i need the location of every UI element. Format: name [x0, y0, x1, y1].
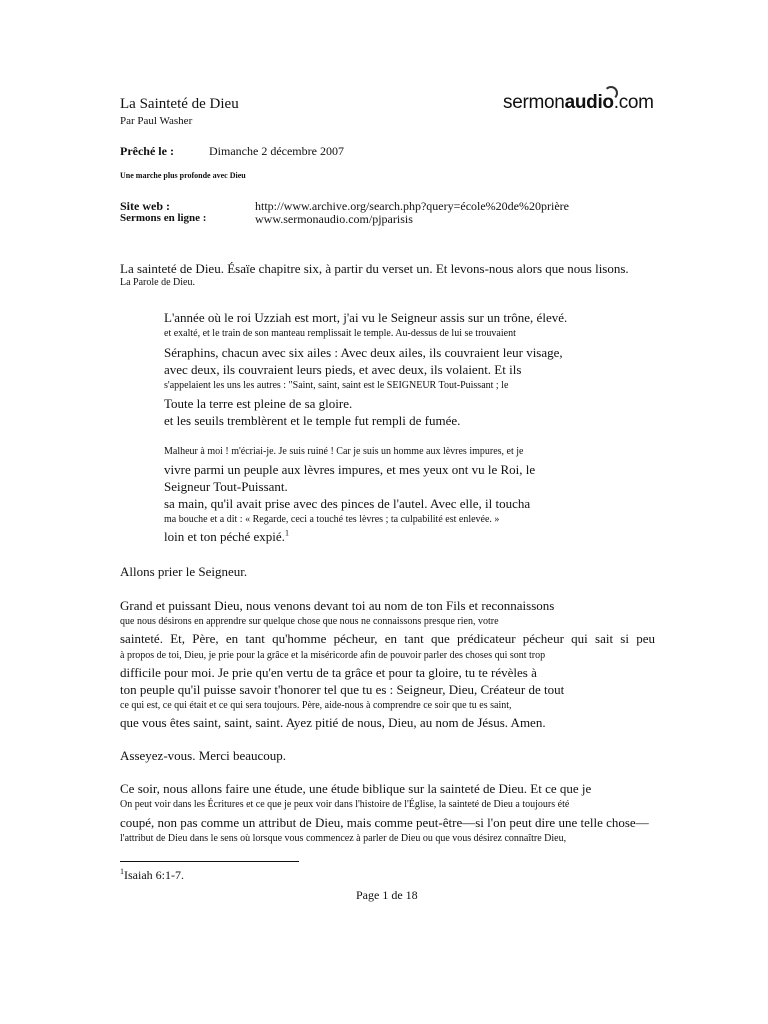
- website-link[interactable]: http://www.archive.org/search.php?query=école%20de%20prière: [255, 199, 569, 213]
- broadcast-icon: [604, 86, 618, 100]
- scripture-line: Séraphins, chacun avec six ailes : Avec deux ailes, ils couvraient leur visage,: [164, 345, 563, 360]
- document-title: La Sainteté de Dieu: [120, 96, 239, 112]
- prayer-line: Grand et puissant Dieu, nous venons devant toi au nom de ton Fils et reconnaissons: [120, 598, 555, 613]
- document-author: Par Paul Washer: [120, 115, 193, 127]
- scripture-line: et les seuils tremblèrent et le temple fut rempli de fumée.: [164, 413, 461, 428]
- intro-line: La sainteté de Dieu. Ésaïe chapitre six, à partir du verset un. Et levons-nous alors que nous lisons.: [120, 261, 629, 276]
- intro-line: La Parole de Dieu.: [120, 277, 195, 288]
- closing-line: Ce soir, nous allons faire une étude, une étude biblique sur la sainteté de Dieu. Et ce que je: [120, 781, 592, 796]
- preached-date: Dimanche 2 décembre 2007: [209, 144, 344, 158]
- scripture-line: s'appelaient les uns les autres : "Saint, saint, saint est le SEIGNEUR Tout-Puissant ; le: [164, 380, 509, 391]
- footnote-divider: [120, 861, 299, 862]
- scripture-line: Seigneur Tout-Puissant.: [164, 479, 288, 494]
- scripture-line: Malheur à moi ! m'écriai-je. Je suis ruiné ! Car je suis un homme aux lèvres impures, et je: [164, 446, 524, 457]
- scripture-line: Toute la terre est pleine de sa gloire.: [164, 396, 353, 411]
- scripture-line: sa main, qu'il avait prise avec des pinces de l'autel. Avec elle, il toucha: [164, 496, 531, 511]
- footnote-text: Isaiah 6:1-7.: [124, 868, 184, 882]
- prayer-line: que vous êtes saint, saint, saint. Ayez pitié de nous, Dieu, au nom de Jésus. Amen.: [120, 715, 546, 730]
- online-sermons-link[interactable]: www.sermonaudio.com/pjparisis: [255, 212, 413, 226]
- prayer-line: difficile pour moi. Je prie qu'en vertu de ta grâce et pour ta gloire, tu te révèles à: [120, 665, 537, 680]
- scripture-text: loin et ton péché expié.: [164, 529, 285, 544]
- footnote: [120, 868, 184, 883]
- sermonaudio-logo: [503, 92, 654, 114]
- scripture-line: ma bouche et a dit : « Regarde, ceci a touché tes lèvres ; ta culpabilité est enlevée. »: [164, 514, 500, 525]
- prayer-line: à propos de toi, Dieu, je prie pour la grâce et la miséricorde afin de pouvoir parler des choses qui sont trop: [120, 650, 546, 661]
- website-label: Site web :: [120, 199, 170, 213]
- logo-part-audio: audio: [564, 92, 614, 113]
- sit-line: Asseyez-vous. Merci beaucoup.: [120, 748, 287, 763]
- closing-line: l'attribut de Dieu dans le sens où lorsque vous commencez à parler de Dieu ou que vous désirez connaître Dieu,: [120, 833, 567, 844]
- prayer-line: que nous désirons en apprendre sur quelque chose que nous ne connaissons presque rien, votre: [120, 616, 499, 627]
- footnote-ref[interactable]: 1: [284, 528, 289, 538]
- scripture-line: L'année où le roi Uzziah est mort, j'ai vu le Seigneur assis sur un trône, élevé.: [164, 310, 568, 325]
- footnote-number: 1: [120, 867, 124, 876]
- page-number: Page 1 de 18: [356, 888, 418, 902]
- prayer-line: ton peuple qu'il puisse savoir t'honorer tel que tu es : Seigneur, Dieu, Créateur de tout: [120, 682, 565, 697]
- pray-line: Allons prier le Seigneur.: [120, 564, 248, 579]
- scripture-line: et exalté, et le train de son manteau remplissait le temple. Au-dessus de lui se trouvaient: [164, 328, 516, 339]
- scripture-line: avec deux, ils couvraient leurs pieds, et avec deux, ils volaient. Et ils: [164, 362, 522, 377]
- prayer-line: ce qui est, ce qui était et ce qui sera toujours. Père, aide-nous à comprendre ce soir que tu es saint,: [120, 700, 512, 711]
- logo-part-sermon: sermon: [503, 92, 565, 113]
- logo-part-com: .com: [613, 92, 654, 113]
- preached-label: Prêché le :: [120, 144, 174, 158]
- prayer-line: sainteté. Et, Père, en tant qu'homme pécheur, en tant que prédicateur pécheur qui sait si peu: [120, 631, 655, 646]
- closing-line: On peut voir dans les Écritures et ce que je peux voir dans l'histoire de l'Église, la sainteté de Dieu a toujours été: [120, 799, 570, 810]
- online-sermons-label: Sermons en ligne :: [120, 212, 207, 224]
- series-title: Une marche plus profonde avec Dieu: [120, 171, 246, 180]
- scripture-line: vivre parmi un peuple aux lèvres impures, et mes yeux ont vu le Roi, le: [164, 462, 536, 477]
- closing-line: coupé, non pas comme un attribut de Dieu, mais comme peut-être—si l'on peut dire une telle chose—: [120, 815, 649, 830]
- scripture-line-last: [164, 529, 289, 545]
